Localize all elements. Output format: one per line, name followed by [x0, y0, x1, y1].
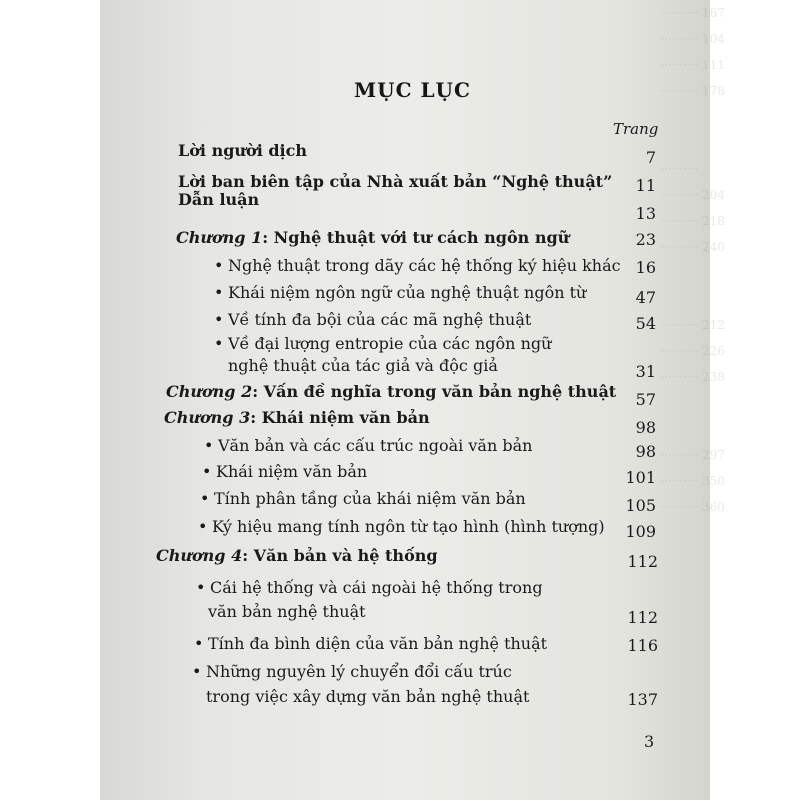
toc-page-number: 137 [627, 690, 658, 709]
toc-page-number: 16 [635, 258, 656, 277]
page-title: MỤC LỤC [354, 78, 471, 102]
toc-page-number: 101 [625, 468, 656, 487]
toc-entry-text: Dẫn luận [178, 190, 260, 209]
toc-page-number: 31 [635, 362, 656, 381]
toc-entry-text: Những nguyên lý chuyển đổi cấu trúc [206, 662, 512, 681]
toc-subentry-continuation: nghệ thuật của tác giả và độc giả [228, 356, 498, 375]
chapter-label: Chương 2 [166, 382, 253, 401]
toc-chapter [156, 546, 438, 565]
bullet-icon: • [204, 436, 214, 455]
chapter-title: : Văn bản và hệ thống [242, 546, 438, 565]
bullet-icon: • [194, 634, 204, 653]
toc-page-number: 23 [635, 230, 656, 249]
toc-chapter [166, 382, 616, 401]
bullet-icon: • [214, 256, 224, 275]
toc-entry-text: Khái niệm văn bản [216, 462, 368, 481]
toc-subentry [198, 517, 605, 536]
toc-page-number: 116 [627, 636, 658, 655]
toc-subentry-continuation: văn bản nghệ thuật [208, 602, 366, 621]
bullet-icon: • [202, 462, 212, 481]
toc-chapter [176, 228, 569, 247]
toc-entry-text: Tính đa bình diện của văn bản nghệ thuật [208, 634, 548, 653]
toc-entry-text: Nghệ thuật trong dãy các hệ thống ký hiệu khác [228, 256, 621, 275]
bullet-icon: • [192, 662, 202, 681]
toc-entry-text: Ký hiệu mang tính ngôn từ tạo hình (hình tượng) [212, 517, 605, 536]
bullet-icon: • [198, 517, 208, 536]
bullet-icon: • [214, 334, 224, 353]
toc-entry-text: Khái niệm ngôn ngữ của nghệ thuật ngôn từ [228, 283, 587, 302]
bullet-icon: • [196, 578, 206, 597]
toc-entry-text: Lời ban biên tập của Nhà xuất bản “Nghệ thuật” [178, 172, 613, 191]
toc-entry-text: Cái hệ thống và cái ngoài hệ thống trong [210, 578, 543, 597]
toc-subentry [194, 634, 547, 653]
toc-page-number: 47 [635, 288, 656, 307]
toc-entry-text: Lời người dịch [178, 141, 307, 160]
toc-page-number: 98 [635, 442, 656, 461]
toc-subentry [214, 310, 531, 329]
toc-page-number: 13 [635, 204, 656, 223]
bleed-through-text: ·········· 167 ·········· 104 ·········· 111 ·········· 178 ·········· ·········· 204 ·········· 218 ·········· 240 ·········· 212 ·········· 226 ·········· 238 ·········· 297 ·········· 350 ·········· 360 [660, 6, 725, 514]
chapter-title: : Khái niệm văn bản [250, 408, 430, 427]
bullet-icon: • [214, 310, 224, 329]
chapter-label: Chương 3 [164, 408, 251, 427]
bullet-icon: • [214, 283, 224, 302]
toc-page-number: 98 [635, 418, 656, 437]
toc-subentry [204, 436, 532, 455]
toc-entry [178, 141, 307, 160]
toc-page-number: 109 [625, 522, 656, 541]
chapter-title: : Nghệ thuật với tư cách ngôn ngữ [262, 228, 570, 247]
toc-page-number: 112 [627, 552, 658, 571]
toc-subentry-continuation: trong việc xây dựng văn bản nghệ thuật [206, 687, 530, 706]
toc-page-number: 11 [635, 176, 656, 195]
toc-page-number: 57 [635, 390, 656, 409]
chapter-title: : Vấn đề nghĩa trong văn bản nghệ thuật [252, 382, 617, 401]
chapter-label: Chương 4 [156, 546, 243, 565]
bullet-icon: • [200, 489, 210, 508]
toc-page-number: 112 [627, 608, 658, 627]
toc-subentry [214, 256, 621, 275]
toc-chapter [164, 408, 430, 427]
toc-subentry [202, 462, 367, 481]
page-number: 3 [644, 732, 655, 751]
toc-subentry [214, 283, 586, 302]
page-column-header: Trang [613, 120, 659, 138]
toc-page-number: 7 [645, 148, 656, 167]
toc-page-number: 54 [635, 314, 656, 333]
toc-subentry [196, 578, 543, 597]
toc-entry-text: Về đại lượng entropie của các ngôn ngữ [228, 334, 552, 353]
toc-subentry [200, 489, 526, 508]
toc-subentry [214, 334, 551, 353]
toc-page-number: 105 [625, 496, 656, 515]
toc-entry-text: Tính phân tầng của khái niệm văn bản [214, 489, 526, 508]
toc-subentry [192, 662, 512, 681]
toc-entry-text: Về tính đa bội của các mã nghệ thuật [228, 310, 532, 329]
toc-entry [178, 172, 612, 191]
toc-entry-text: Văn bản và các cấu trúc ngoài văn bản [218, 436, 533, 455]
toc-entry [178, 190, 259, 209]
chapter-label: Chương 1 [176, 228, 263, 247]
